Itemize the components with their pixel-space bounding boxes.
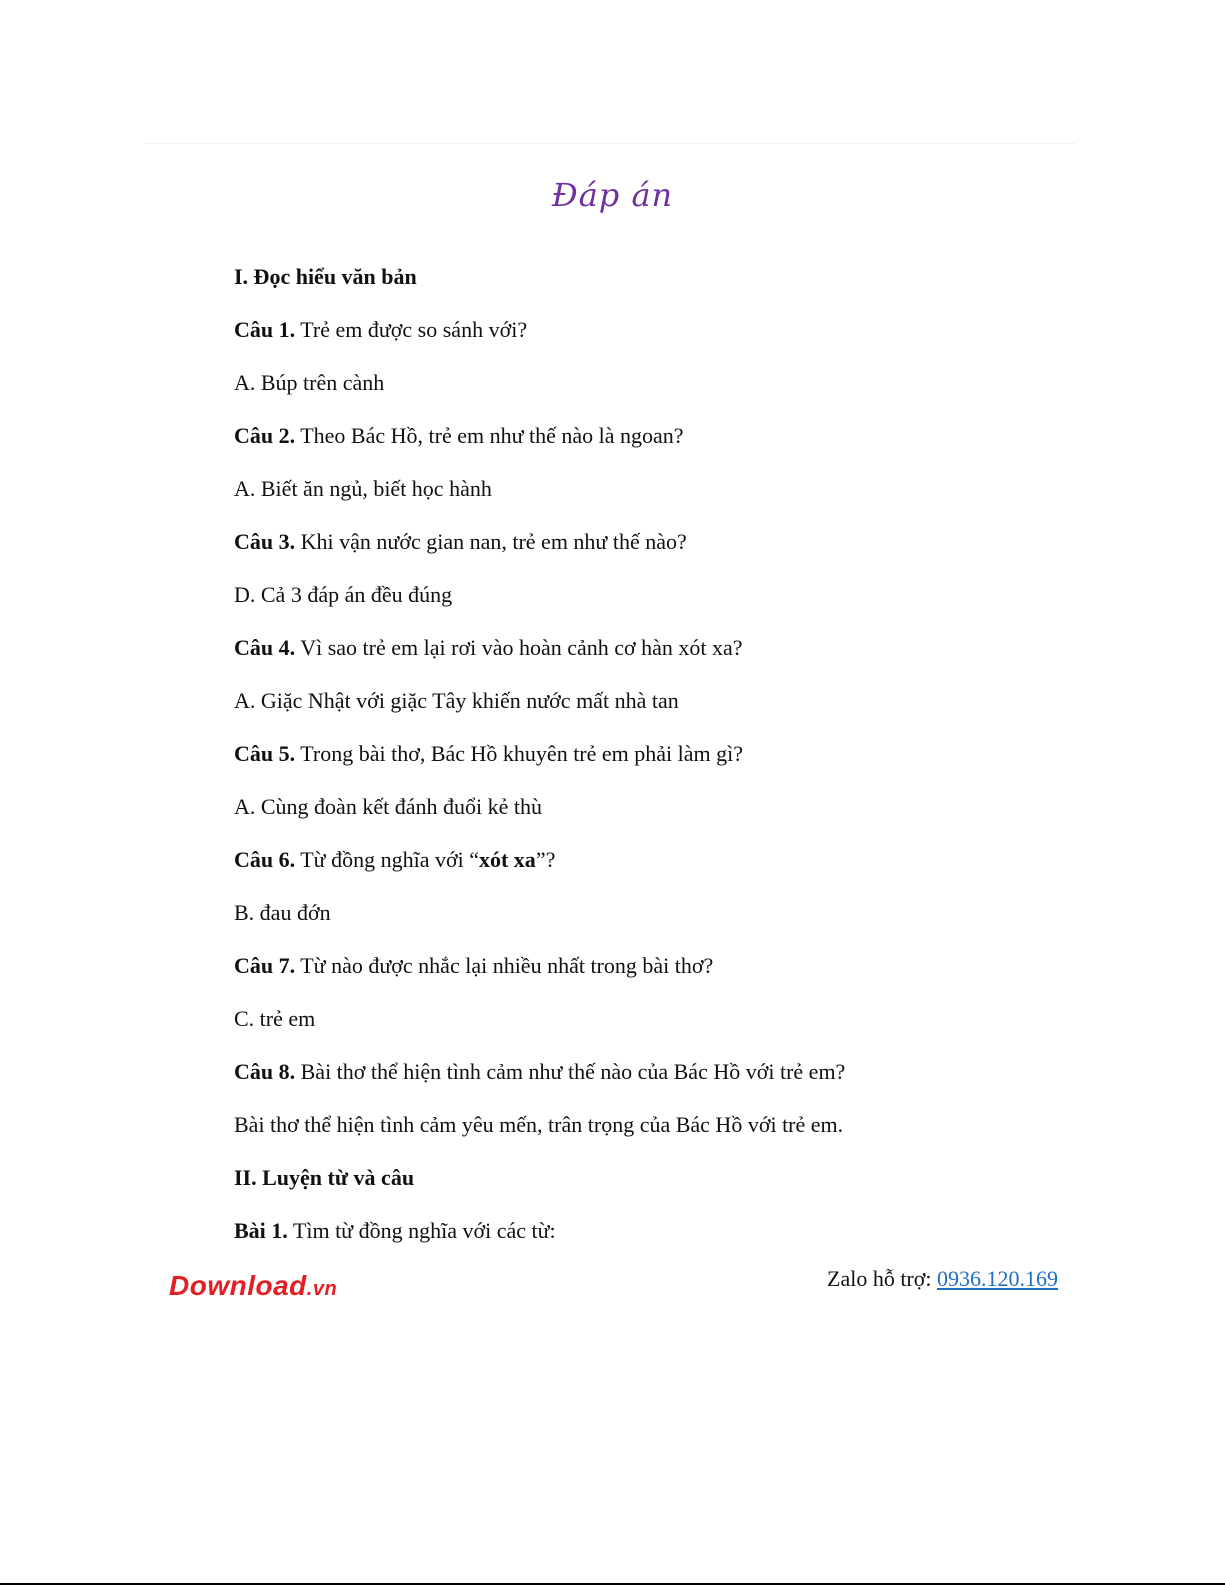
answer-6: B. đau đớn bbox=[234, 900, 331, 925]
question-5 bbox=[234, 739, 1114, 792]
question-6 bbox=[234, 845, 1114, 898]
question-keyword: xót xa bbox=[478, 847, 536, 872]
question-label: Câu 1. bbox=[234, 317, 296, 342]
exercise-label: Bài 1. bbox=[234, 1218, 288, 1243]
answer-3: D. Cả 3 đáp án đều đúng bbox=[234, 582, 453, 607]
download-vn-logo[interactable] bbox=[169, 1270, 337, 1302]
question-label: Câu 6. bbox=[234, 847, 296, 872]
question-label: Câu 4. bbox=[234, 635, 296, 660]
question-label: Câu 3. bbox=[234, 529, 296, 554]
question-1 bbox=[234, 315, 1114, 368]
question-3 bbox=[234, 527, 1114, 580]
question-label: Câu 7. bbox=[234, 953, 296, 978]
zalo-support bbox=[827, 1266, 1058, 1292]
answer-4: A. Giặc Nhật với giặc Tây khiến nước mất nhà tan bbox=[234, 688, 679, 713]
answer-1: A. Búp trên cành bbox=[234, 370, 385, 395]
answer-7: C. trẻ em bbox=[234, 1006, 316, 1031]
exercise-text: Tìm từ đồng nghĩa với các từ: bbox=[287, 1218, 556, 1243]
question-text: Khi vận nước gian nan, trẻ em như thế nào? bbox=[295, 529, 687, 554]
question-text: Vì sao trẻ em lại rơi vào hoàn cảnh cơ hàn xót xa? bbox=[295, 635, 743, 660]
question-7 bbox=[234, 951, 1114, 1004]
exercise-1 bbox=[234, 1216, 1114, 1269]
answer-8: Bài thơ thể hiện tình cảm yêu mến, trân trọng của Bác Hồ với trẻ em. bbox=[234, 1112, 844, 1137]
section-heading-vocabulary: II. Luyện từ và câu bbox=[234, 1165, 415, 1190]
page-title: Đáp án bbox=[551, 176, 674, 214]
question-text: Bài thơ thể hiện tình cảm như thế nào của Bác Hồ với trẻ em? bbox=[295, 1059, 846, 1084]
question-text: Từ nào được nhắc lại nhiều nhất trong bài thơ? bbox=[295, 953, 714, 978]
question-text: Trẻ em được so sánh với? bbox=[295, 317, 528, 342]
answer-5: A. Cùng đoàn kết đánh đuổi kẻ thù bbox=[234, 794, 542, 819]
question-4 bbox=[234, 633, 1114, 686]
logo-text: Download bbox=[169, 1270, 307, 1301]
question-8 bbox=[234, 1057, 1114, 1110]
section-heading-reading: I. Đọc hiểu văn bản bbox=[234, 264, 417, 289]
header-divider bbox=[145, 143, 1075, 144]
answer-2: A. Biết ăn ngủ, biết học hành bbox=[234, 476, 492, 501]
question-text: Từ đồng nghĩa với “ bbox=[295, 847, 479, 872]
question-text: Theo Bác Hồ, trẻ em như thế nào là ngoan? bbox=[295, 423, 684, 448]
support-label: Zalo hỗ trợ: bbox=[827, 1266, 937, 1291]
support-phone-link[interactable]: 0936.120.169 bbox=[937, 1266, 1058, 1291]
question-text: Trong bài thơ, Bác Hồ khuyên trẻ em phải làm gì? bbox=[295, 741, 744, 766]
document-body bbox=[234, 262, 1114, 1269]
logo-tld: .vn bbox=[306, 1278, 338, 1300]
question-text-end: ”? bbox=[535, 847, 556, 872]
question-label: Câu 5. bbox=[234, 741, 296, 766]
question-label: Câu 8. bbox=[234, 1059, 296, 1084]
question-2 bbox=[234, 421, 1114, 474]
question-label: Câu 2. bbox=[234, 423, 296, 448]
